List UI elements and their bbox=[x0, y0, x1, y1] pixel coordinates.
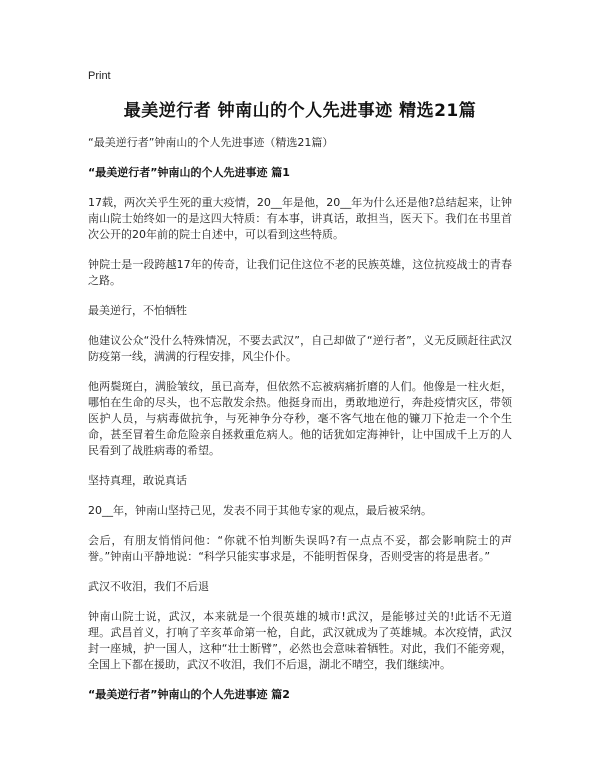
sub-heading: 武汉不收泪，我们不后退 bbox=[88, 580, 209, 593]
print-link[interactable]: Print bbox=[88, 70, 111, 82]
sub-heading: 最美逆行，不怕牺牲 bbox=[88, 304, 187, 317]
paragraph: 钟南山院士说，武汉，本来就是一个很英雄的城市!武汉，是能够过关的!此话不无道理。武昌首义，打响了辛亥革命第一枪，自此，武汉就成为了英雄城。本次疫情，武汉封一座城，护一国人，这种“壮士断臂”，必然也会意味着牺牲。对此，我们不能旁观，全国上下都在援助，武汉不收泪，我们不后退，湖北不晴空，我们继续冲。 bbox=[88, 610, 512, 671]
paragraph: 20__年，钟南山坚持己见，发表不同于其他专家的观点，最后被采纳。 bbox=[88, 504, 432, 517]
section-heading-1: “最美逆行者”钟南山的个人先进事迹 篇1 bbox=[88, 166, 290, 179]
document-subtitle: “最美逆行者”钟南山的个人先进事迹（精选21篇） bbox=[88, 136, 334, 149]
paragraph: 他建议公众“没什么特殊情况，不要去武汉”，自己却做了“逆行者”，义无反顾赶往武汉防疫第一线，满满的行程安排，风尘仆仆。 bbox=[88, 334, 512, 363]
paragraph: 钟院士是一段跨越17年的传奇，让我们记住这位不老的民族英雄，这位抗疫战士的青春之路。 bbox=[88, 258, 512, 287]
page-title: 最美逆行者 钟南山的个人先进事迹 精选21篇 bbox=[123, 101, 477, 121]
paragraph: 17载，两次关乎生死的重大疫情，20__年是他，20__年为什么还是他?总结起来，让钟南山院士始终如一的是这四大特质：有本事，讲真话，敢担当，医天下。我们在书里首次公开的20年前的院士自述中，可以看到这些特质。 bbox=[88, 196, 512, 241]
section-heading-2: “最美逆行者”钟南山的个人先进事迹 篇2 bbox=[88, 688, 290, 701]
paragraph: 他两鬓斑白，满脸皱纹，虽已高寿，但依然不忘被病痛折磨的人们。他像是一柱火炬，哪怕在生命的尽头，也不忘散发余热。他挺身而出，勇敢地逆行，奔赴疫情灾区，带领医护人员，与病毒做抗争，与死神争分夺秒，毫不客气地在他的镰刀下抢走一个个生命，甚至冒着生命危险亲自拯救重危病人。他的话犹如定海神针，让中国成千上万的人民看到了战胜病毒的希望。 bbox=[88, 380, 512, 457]
sub-heading: 坚持真理，敢说真话 bbox=[88, 474, 187, 487]
paragraph: 会后，有朋友悄悄问他：“你就不怕判断失误吗?有一点点不妥，都会影响院士的声誉。”钟南山平静地说：“科学只能实事求是，不能明哲保身，否则受害的将是患者。” bbox=[88, 534, 512, 563]
